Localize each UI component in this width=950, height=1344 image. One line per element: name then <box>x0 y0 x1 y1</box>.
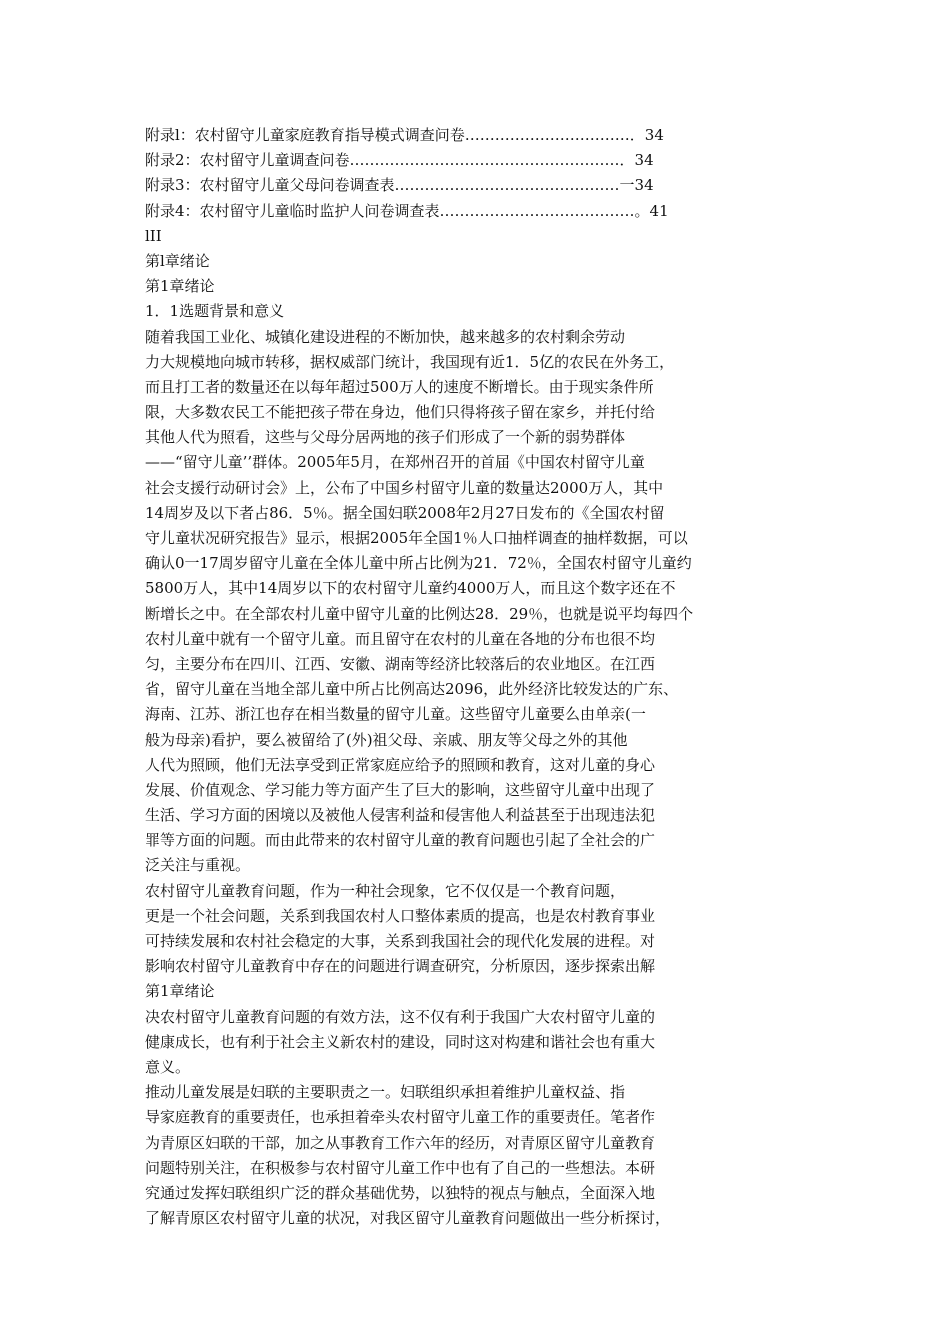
text-line: ——“留守儿童’’群体。2005年5月，在郑州召开的首届《中国农村留守儿童 <box>145 453 645 472</box>
text-line: 附录2：农村留守儿童调查问卷………………………………………………．34 <box>145 151 654 170</box>
text-line: 生活、学习方面的困境以及被他人侵害利益和侵害他人利益甚至于出现违法犯 <box>145 806 656 825</box>
text-line: 导家庭教育的重要责任，也承担着牵头农村留守儿童工作的重要责任。笔者作 <box>145 1108 656 1127</box>
text-line: 问题特别关注，在积极参与农村留守儿童工作中也有了自己的一些想法。本研 <box>145 1158 656 1177</box>
text-line: 断增长之中。在全部农村儿童中留守儿童的比例达28．29％，也就是说平均每四个 <box>145 604 694 623</box>
text-line: 为青原区妇联的干部，加之从事教育工作六年的经历，对青原区留守儿童教育 <box>145 1133 656 1152</box>
document-page <box>145 123 785 1231</box>
text-line: 力大规模地向城市转移，据权威部门统计，我国现有近1．5亿的农民在外务工， <box>145 352 675 371</box>
text-line: 而且打工者的数量还在以每年超过500万人的速度不断增长。由于现实条件所 <box>145 377 654 396</box>
text-line: 限，大多数农民工不能把孩子带在身边，他们只得将孩子留在家乡，并托付给 <box>145 403 656 422</box>
text-line: 意义。 <box>145 1057 191 1076</box>
text-line: 决农村留守儿童教育问题的有效方法，这不仅有利于我国广大农村留守儿童的 <box>145 1007 656 1026</box>
text-line: 其他人代为照看，这些与父母分居两地的孩子们形成了一个新的弱势群体 <box>145 428 626 447</box>
text-line: 农村儿童中就有一个留守儿童。而且留守在农村的儿童在各地的分布也很不均 <box>145 629 656 648</box>
text-line: 守儿童状况研究报告》显示，根据2005年全国1％人口抽样调查的抽样数据，可以 <box>145 529 688 547</box>
text-line: 随着我国工业化、城镇化建设进程的不断加快，越来越多的农村剩余劳动 <box>145 327 626 346</box>
text-line: 海南、江苏、浙江也存在相当数量的留守儿童。这些留守儿童要么由单亲(一 <box>145 705 646 724</box>
text-line: 第1章绪论 <box>145 982 215 1001</box>
text-line: 了解青原区农村留守儿童的状况，对我区留守儿童教育问题做出一些分析探讨， <box>145 1209 671 1228</box>
text-line: 14周岁及以下者占86．5％。据全国妇联2008年2月27日发布的《全国农村留 <box>145 503 665 522</box>
text-line: 附录4：农村留守儿童临时监护人问卷调查表…………………………………。41 <box>145 201 669 220</box>
text-line: 影响农村留守儿童教育中存在的问题进行调查研究，分析原因，逐步探索出解 <box>145 957 656 976</box>
text-line: 5800万人，其中14周岁以下的农村留守儿童约4000万人，而且这个数字还在不 <box>145 579 676 598</box>
text-line: 第l章绪论 <box>145 251 210 270</box>
text-line: 更是一个社会问题，关系到我国农村人口整体素质的提高，也是农村教育事业 <box>145 906 656 925</box>
text-line: 人代为照顾，他们无法享受到正常家庭应给予的照顾和教育，这对儿童的身心 <box>145 755 656 774</box>
text-line: 第1章绪论 <box>145 277 215 296</box>
text-line: 附录3：农村留守儿童父母问卷调查表………………………………………一34 <box>145 176 654 195</box>
text-line: 农村留守儿童教育问题，作为一种社会现象，它不仅仅是一个教育问题， <box>145 881 626 900</box>
text-line: 推动儿童发展是妇联的主要职责之一。妇联组织承担着维护儿童权益、指 <box>145 1083 626 1102</box>
text-line: 泛关注与重视。 <box>145 856 251 875</box>
text-line: 发展、价值观念、学习能力等方面产生了巨大的影响，这些留守儿童中出现了 <box>145 780 656 799</box>
text-line: 可持续发展和农村社会稳定的大事，关系到我国社会的现代化发展的进程。对 <box>145 932 656 950</box>
text-line: 般为母亲)看护，要么被留给了(外)祖父母、亲戚、朋友等父母之外的其他 <box>145 730 628 749</box>
text-line: lII <box>145 226 162 245</box>
text-line: 省，留守儿童在当地全部儿童中所占比例高达2096，此外经济比较发达的广东、 <box>145 680 679 699</box>
text-line: 究通过发挥妇联组织广泛的群众基础优势，以独特的视点与触点，全面深入地 <box>145 1183 656 1202</box>
text-line: 罪等方面的问题。而由此带来的农村留守儿童的教育问题也引起了全社会的广 <box>145 831 656 850</box>
text-line: 1．1选题背景和意义 <box>145 302 285 321</box>
text-line: 确认0一17周岁留守儿童在全体儿童中所占比例为21．72％，全国农村留守儿童约 <box>145 554 692 573</box>
text-line: 健康成长，也有利于社会主义新农村的建设，同时这对构建和谐社会也有重大 <box>145 1032 656 1051</box>
text-line: 附录l：农村留守儿童家庭教育指导模式调查问卷……………………………．34 <box>145 126 664 144</box>
text-line: 社会支援行动研讨会》上，公布了中国乡村留守儿童的数量达2000万人，其中 <box>145 478 664 497</box>
text-line: 匀，主要分布在四川、江西、安徽、湖南等经济比较落后的农业地区。在江西 <box>145 654 656 673</box>
